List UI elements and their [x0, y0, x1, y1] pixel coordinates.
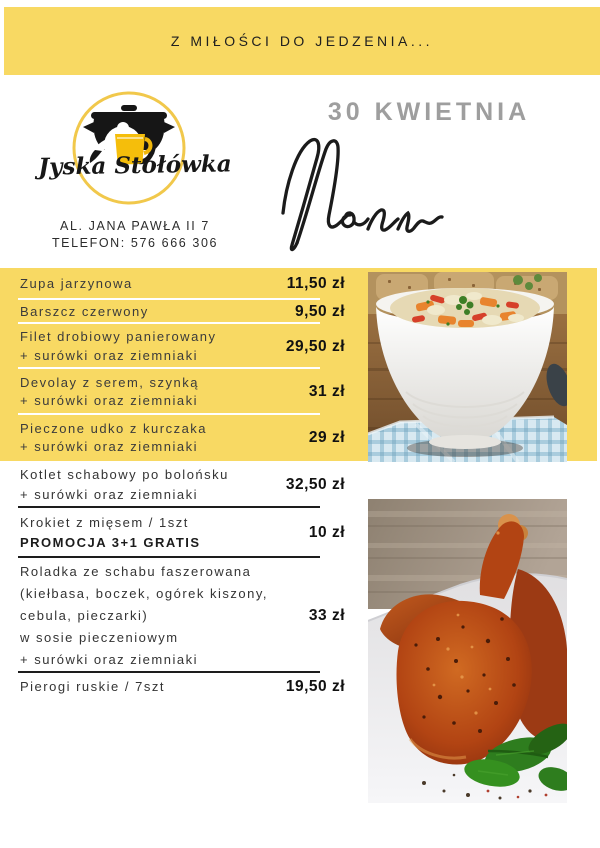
menu-item-name	[20, 300, 149, 324]
menu-item-line: + surówki oraz ziemniaki	[20, 393, 198, 408]
menu-script-title	[280, 133, 450, 257]
menu-item-row	[0, 268, 352, 300]
menu-date: 30 KWIETNIA	[327, 98, 531, 126]
menu-item-line: Barszcz czerwony	[20, 303, 149, 319]
menu-item-name	[20, 508, 201, 558]
teapot-pot-mug-icon	[66, 86, 192, 212]
menu-cursive-word	[280, 133, 450, 257]
menu-item-line: w sosie pieczeniowym	[20, 629, 179, 645]
menu-item-line: + surówki oraz ziemniaki	[20, 439, 198, 454]
menu-item-row	[0, 415, 352, 461]
menu-list	[0, 268, 352, 700]
menu-item-line: cebula, pieczarki)	[20, 607, 149, 623]
menu-item-price: 29,50 zł	[285, 337, 345, 355]
menu-item-row	[0, 324, 352, 369]
menu-item-row	[0, 673, 352, 700]
address-line: AL. JANA PAWŁA II 7	[60, 219, 210, 233]
menu-item-promo-line: PROMOCJA 3+1 GRATIS	[20, 535, 201, 550]
menu-item-row	[0, 461, 352, 508]
menu-item-line: Pieczone udko z kurczaka	[20, 420, 208, 436]
menu-item-line: Krokiet z mięsem / 1szt	[20, 515, 189, 530]
menu-item-line: Zupa jarzynowa	[20, 275, 133, 291]
menu-item-price: 19,50 zł	[285, 677, 345, 695]
menu-item-price: 33 zł	[308, 606, 345, 624]
menu-item-name	[20, 415, 207, 461]
menu-item-price: 9,50 zł	[294, 303, 345, 320]
menu-item-price: 11,50 zł	[286, 275, 345, 292]
menu-item-line: (kiełbasa, boczek, ogórek kiszony,	[20, 585, 269, 601]
menu-item-name	[20, 673, 165, 700]
menu-item-price: 10 zł	[308, 524, 345, 541]
menu-item-row	[0, 369, 352, 415]
menu-item-line: Pierogi ruskie / 7szt	[20, 678, 165, 694]
menu-item-row	[0, 558, 352, 673]
menu-item-name	[20, 369, 199, 415]
menu-item-name	[20, 461, 229, 508]
menu-item-line: + surówki oraz ziemniaki	[20, 347, 198, 363]
tagline-text: Z MIŁOŚCI DO JEDZENIA...	[170, 33, 434, 49]
menu-item-line: Devolay z serem, szynką	[20, 374, 199, 390]
menu-item-row	[0, 300, 352, 324]
menu-item-name	[20, 324, 217, 369]
roasted-chicken-photo	[368, 499, 567, 803]
menu-item-name	[20, 558, 268, 673]
restaurant-name: Jyska Stołówka	[38, 150, 232, 181]
menu-item-line: Kotlet schabowy po bolońsku	[20, 466, 229, 482]
menu-item-line: + surówki oraz ziemniaki	[20, 651, 198, 667]
vegetable-soup-photo	[368, 272, 567, 462]
menu-item-line: Filet drobiowy panierowany	[20, 329, 217, 344]
menu-item-name	[20, 268, 133, 300]
menu-item-line: Roladka ze schabu faszerowana	[20, 563, 252, 579]
phone-line: TELEFON: 576 666 306	[51, 235, 219, 250]
menu-item-price: 31 zł	[308, 383, 345, 400]
menu-item-price: 29 zł	[308, 429, 345, 446]
top-banner	[4, 7, 600, 75]
contact-block	[35, 218, 235, 251]
menu-item-row	[0, 508, 352, 558]
menu-item-line: + surówki oraz ziemniaki	[20, 486, 198, 502]
menu-item-price: 32,50 zł	[285, 475, 345, 493]
